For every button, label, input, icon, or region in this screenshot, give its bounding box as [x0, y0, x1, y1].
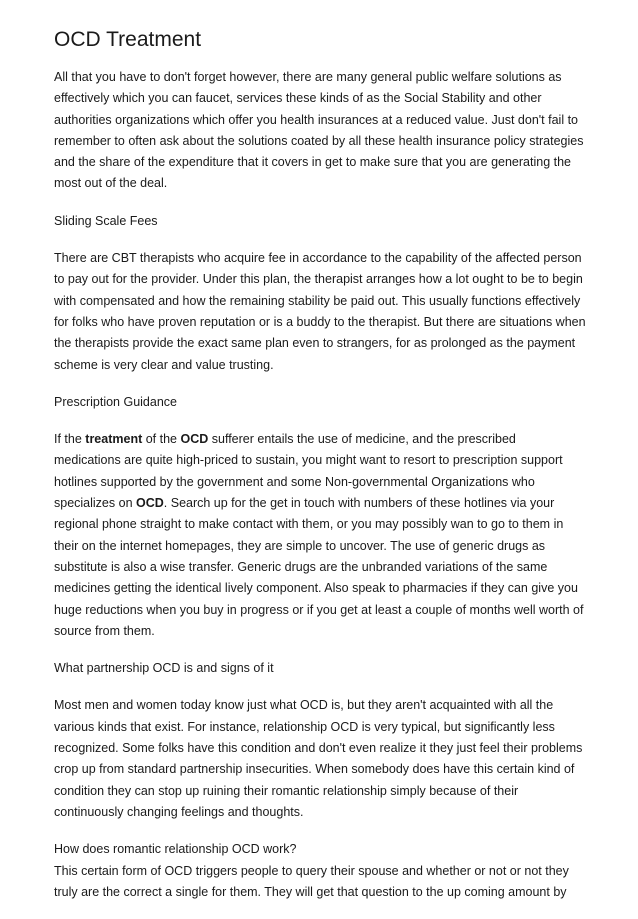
section-heading-partnership-ocd: What partnership OCD is and signs of it — [54, 661, 274, 676]
text-run: of the — [142, 432, 181, 447]
document-title: OCD Treatment — [54, 28, 202, 51]
section-body-how-it-works: This certain form of OCD triggers people to query their spouse and whether or not or not they truly are the correct a single for them. They will get that question to the up coming amount by — [54, 863, 569, 899]
bold-keyword-ocd: OCD — [180, 432, 209, 447]
bold-keyword-treatment: treatment — [85, 432, 143, 447]
intro-paragraph: All that you have to don't forget however, there are many general public welfare solutions as effectively which you can faucet, services these kinds of as the Social Stability and other authorities organizations which offer you health insurances at a reduced value. Just don't fail to remember to often ask about the solutions coated by all these health insurance policy strategies and the share of the expenditure that it covers in get to make sure that you are generating the most out of the deal. — [54, 70, 584, 191]
section-body-partnership-ocd: Most men and women today know just what OCD is, but they aren't acquainted with all the various kinds that exist. For instance, relationship OCD is very typical, but significantly less recognized. Some folks have this condition and don't even realize it they just feel their problems crop up from standard partnership insecurities. When somebody does have this certain kind of condition they can stop up ruining their romantic relationship simply because of their continuously changing feelings and thoughts. — [54, 698, 583, 819]
section-heading-how-it-works: How does romantic relationship OCD work? — [54, 842, 297, 857]
section-heading-sliding-scale: Sliding Scale Fees — [54, 213, 158, 228]
bold-keyword-ocd: OCD — [136, 496, 164, 511]
section-heading-prescription: Prescription Guidance — [54, 394, 177, 409]
document-page — [54, 26, 586, 919]
text-run: . Search up for the get in touch with numbers of these hotlines via your regional phone straight to make contact with them, or you may possibly wan to go to them in their on the internet homepages, they are simple to uncover. The use of generic drugs as substitute is also a wise transfer. Generic drugs are the unbranded variations of the same medicines getting the identical lively component. Also speak to pharmacies if they can give you huge reductions when you buy in progress or if you get at least a couple of months well worth of source from them. — [54, 496, 584, 638]
section-body-sliding-scale: There are CBT therapists who acquire fee in accordance to the capability of the affected person to pay out for the provider. Under this plan, the therapist arranges how a lot ought to be to begin with compensated and how the remaining stability be paid out. This usually functions effectively for folks who have proven reputation or is a buddy to the therapist. But there are situations when the therapists provide the exact same plan even to strangers, for as prolonged as the payment scheme is very clear and value trusting. — [54, 251, 586, 372]
text-run: sufferer entails the use of medicine, and the prescribed medications are quite high-priced to sustain, you might want to resort to prescription support hotlines supported by the government and some Non-governmental Organizations who specializes on — [54, 432, 563, 511]
section-body-prescription — [54, 429, 586, 642]
text-run: If the — [54, 432, 86, 447]
